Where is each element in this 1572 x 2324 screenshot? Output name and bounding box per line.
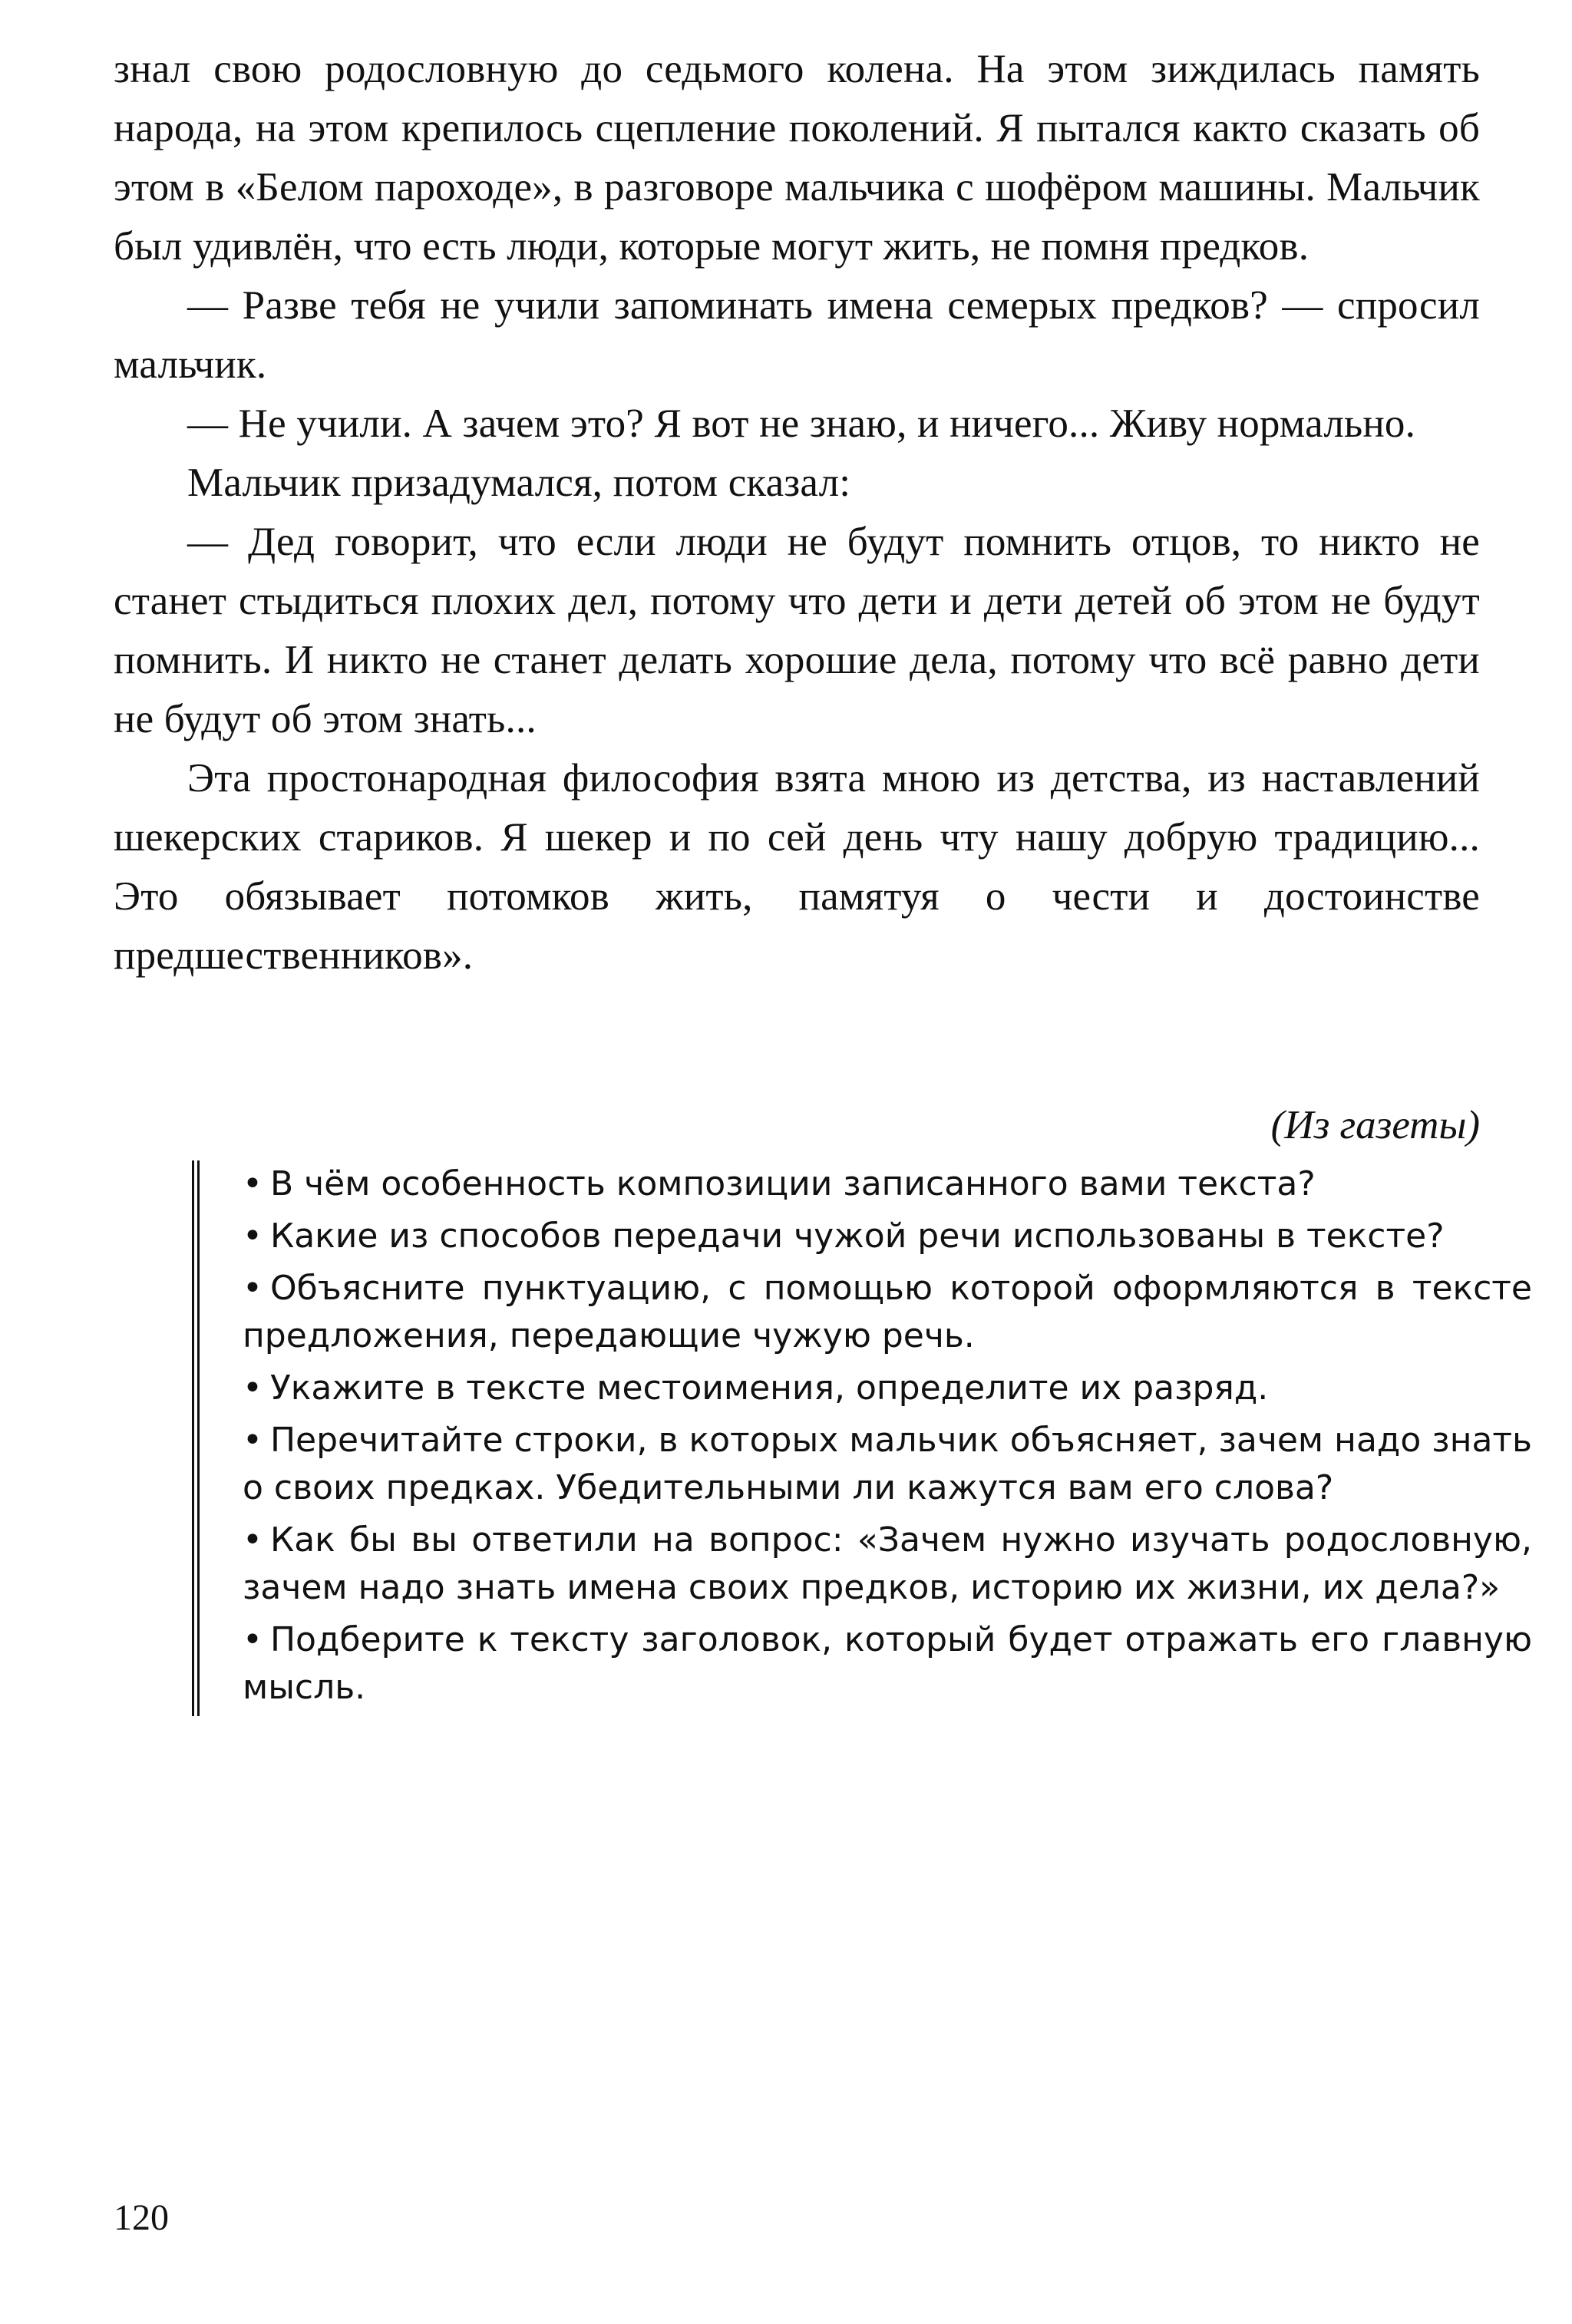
paragraph-3: — Не учили. А зачем это? Я вот не знаю, и ничего... Живу нормально. <box>187 401 1416 446</box>
task-item <box>243 1417 1532 1512</box>
bullet-icon: • <box>243 1421 263 1460</box>
main-text <box>114 40 1480 985</box>
paragraph-1: знал свою родословную до седьмого колена. На этом зиждилась память народа, на этом крепилось сцепление поколений. Я пытался както сказать об этом в «Белом пароходе», в разговоре мальчика с шофёром машины. Мальчик был удивлён, что есть люди, которые могут жить, не помня предков. <box>114 47 1480 269</box>
bullet-icon: • <box>243 1368 263 1408</box>
paragraph-4: Мальчик призадумался, потом сказал: <box>187 461 851 505</box>
bullet-icon: • <box>243 1520 263 1560</box>
tasks-block <box>192 1160 1532 1716</box>
task-item <box>243 1213 1532 1260</box>
paragraph-2: — Разве тебя не учили запоминать имена семерых предков? — спросил мальчик. <box>114 283 1480 387</box>
task-item <box>243 1265 1532 1360</box>
task-item <box>243 1365 1532 1412</box>
task-item <box>243 1517 1532 1612</box>
task-text: Перечитайте строки, в которых мальчик объясняет, зачем надо знать о своих предках. Убедительными ли кажутся вам его слова? <box>243 1421 1532 1507</box>
paragraph-6: Эта простонародная философия взята мною из детства, из наставлений шекерских стариков. Я шекер и по сей день чту нашу добрую традицию... Это обязывает потомков жить, памятуя о чести и достоинстве предшественников». <box>114 756 1480 978</box>
task-text: В чём особенность композиции записанного вами текста? <box>269 1164 1316 1203</box>
source-attribution: (Из газеты) <box>1270 1103 1480 1147</box>
task-text: Подберите к тексту заголовок, который будет отражать его главную мысль. <box>243 1620 1532 1707</box>
bullet-icon: • <box>243 1216 263 1256</box>
bullet-icon: • <box>243 1620 263 1659</box>
task-item <box>243 1160 1532 1208</box>
task-text: Как бы вы ответили на вопрос: «Зачем нужно изучать родословную, зачем надо знать имена своих предков, историю их жизни, их дела?» <box>243 1520 1532 1607</box>
task-text: Какие из способов передачи чужой речи использованы в тексте? <box>269 1216 1445 1256</box>
task-text: Укажите в тексте местоимения, определите их разряд. <box>269 1368 1269 1408</box>
task-text: Объясните пунктуацию, с помощью которой оформляются в тексте предложения, передающие чужую речь. <box>243 1269 1532 1355</box>
paragraph-5: — Дед говорит, что если люди не будут помнить отцов, то никто не станет стыдиться плохих дел, потому что дети и дети детей об этом не будут помнить. И никто не станет делать хорошие дела, потому что всё равно дети не будут об этом знать... <box>114 520 1480 741</box>
tasks-list <box>243 1160 1532 1712</box>
task-item <box>243 1616 1532 1712</box>
bullet-icon: • <box>243 1164 263 1203</box>
page-number: 120 <box>114 2197 169 2238</box>
bullet-icon: • <box>243 1269 263 1308</box>
